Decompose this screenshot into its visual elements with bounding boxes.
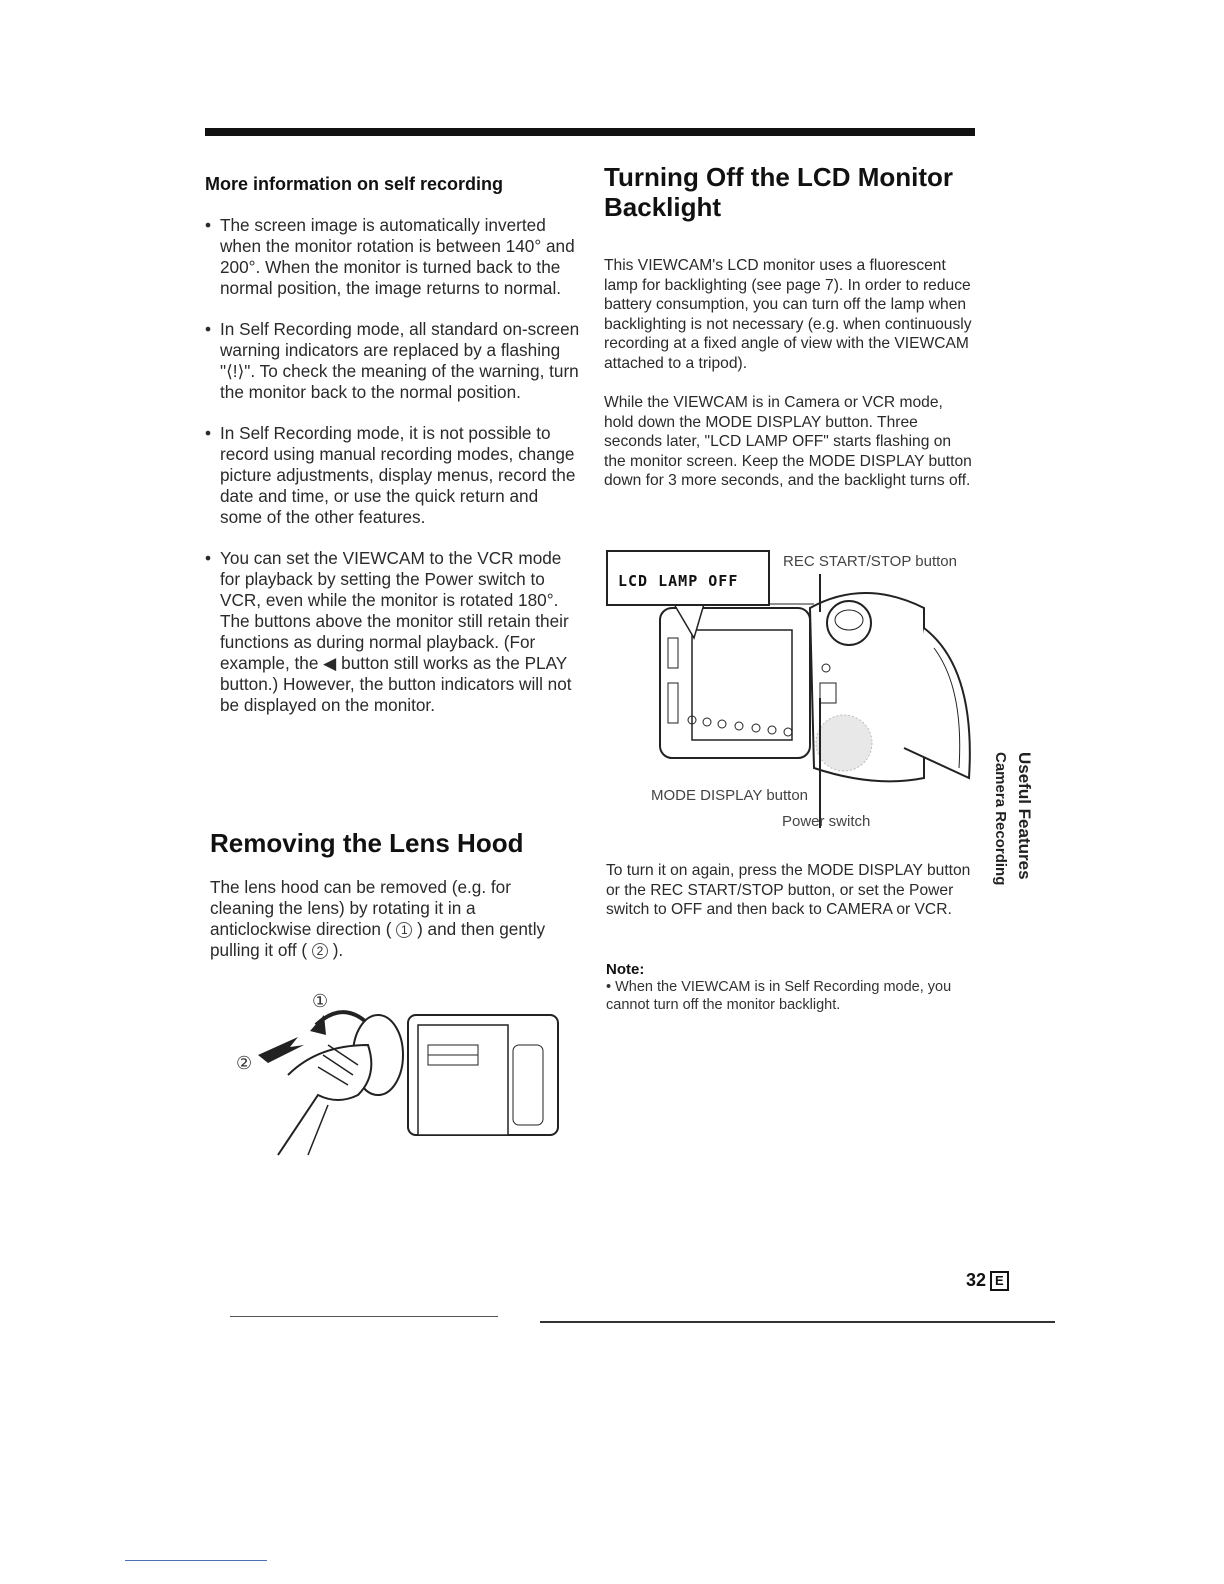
backlight-paragraph-3: To turn it on again, press the MODE DISPLAY button or the REC START/STOP button, or set the Power switch to OFF and then back to CAMERA or VCR. xyxy=(606,862,971,918)
bottom-rule-right xyxy=(540,1321,1055,1323)
power-switch-label: Power switch xyxy=(782,813,871,830)
page-number xyxy=(966,1270,1009,1291)
lens-hood-illustration xyxy=(228,985,568,1165)
bullet-item: • The screen image is automatically inverted when the monitor rotation is between 140° and 200°. When the monitor is turned back to the normal position, the image returns to normal. xyxy=(205,215,580,299)
mode-display-label: MODE DISPLAY button xyxy=(651,787,809,804)
backlight-paragraph-2: While the VIEWCAM is in Camera or VCR mode, hold down the MODE DISPLAY button. Three seconds later, "LCD LAMP OFF" starts flashing on the monitor screen. Keep the MODE DISPLAY button down for 3 more seconds, and the backlight turns off. xyxy=(604,394,972,489)
top-rule xyxy=(205,128,975,136)
step-1-marker: 1 xyxy=(396,922,412,938)
lens-hood-text-b: ) and then gently pulling it off ( xyxy=(210,919,546,960)
pull-arrow-icon xyxy=(258,1037,304,1063)
bottom-rule-left xyxy=(230,1316,498,1317)
lens-hood-heading: Removing the Lens Hood xyxy=(210,828,524,858)
lens-hood-text-c: ). xyxy=(332,940,344,960)
bullet-item: • You can set the VIEWCAM to the VCR mode for playback by setting the Power switch to VCR, even while the monitor is rotated 180°. The buttons above the monitor still retain their functions as during normal playback. (For example, the ◀ button still works as the PLAY button.) However, the button indicators will not be displayed on the monitor. xyxy=(205,548,580,716)
fig-step-2-label: ② xyxy=(236,1053,253,1074)
lens-hood-text-a: The lens hood can be removed (e.g. for cleaning the lens) by rotating it in a anticlockwise direction ( xyxy=(210,877,511,939)
side-tab-useful-features: Useful Features xyxy=(1015,752,1034,880)
step-2-marker: 2 xyxy=(312,943,328,959)
backlight-heading: Turning Off the LCD Monitor Backlight xyxy=(604,162,953,222)
backlight-paragraph-1: This VIEWCAM's LCD monitor uses a fluorescent lamp for backlighting (see page 7). In order to reduce battery consumption, you can turn off the lamp when backlighting is not necessary (e.g. when continuously recording at a fixed angle of view with the VIEWCAM attached to a tripod). xyxy=(604,257,972,372)
bullet-item: • In Self Recording mode, all standard on-screen warning indicators are replaced by a flashing "⟨!⟩". To check the meaning of the warning, turn the monitor back to the normal position. xyxy=(205,319,580,403)
right-column xyxy=(604,162,976,491)
section-side-tab xyxy=(982,744,1042,894)
rec-start-stop-label: REC START/STOP button xyxy=(783,553,957,570)
self-recording-subheading: More information on self recording xyxy=(205,174,504,194)
self-recording-bullets xyxy=(205,215,580,716)
note-title: Note: xyxy=(606,961,645,978)
left-column xyxy=(205,170,580,736)
language-badge: E xyxy=(990,1271,1009,1291)
speaker-grille xyxy=(816,715,872,771)
lcd-lamp-off-display: LCD LAMP OFF xyxy=(618,572,739,590)
bullet-item: • In Self Recording mode, it is not possible to record using manual recording modes, change picture adjustments, display menus, record the date and time, or use the quick return and some of the other features. xyxy=(205,423,580,528)
fig-step-1-label: ① xyxy=(312,991,329,1012)
lens-hood-paragraph xyxy=(210,877,575,961)
side-tab-camera-recording: Camera Recording xyxy=(992,752,1009,886)
hand xyxy=(278,1045,371,1155)
note-text: • When the VIEWCAM is in Self Recording mode, you cannot turn off the monitor backlight. xyxy=(606,979,952,1013)
page-number-value: 32 xyxy=(966,1270,987,1290)
bottom-edge-rule xyxy=(125,1560,267,1561)
